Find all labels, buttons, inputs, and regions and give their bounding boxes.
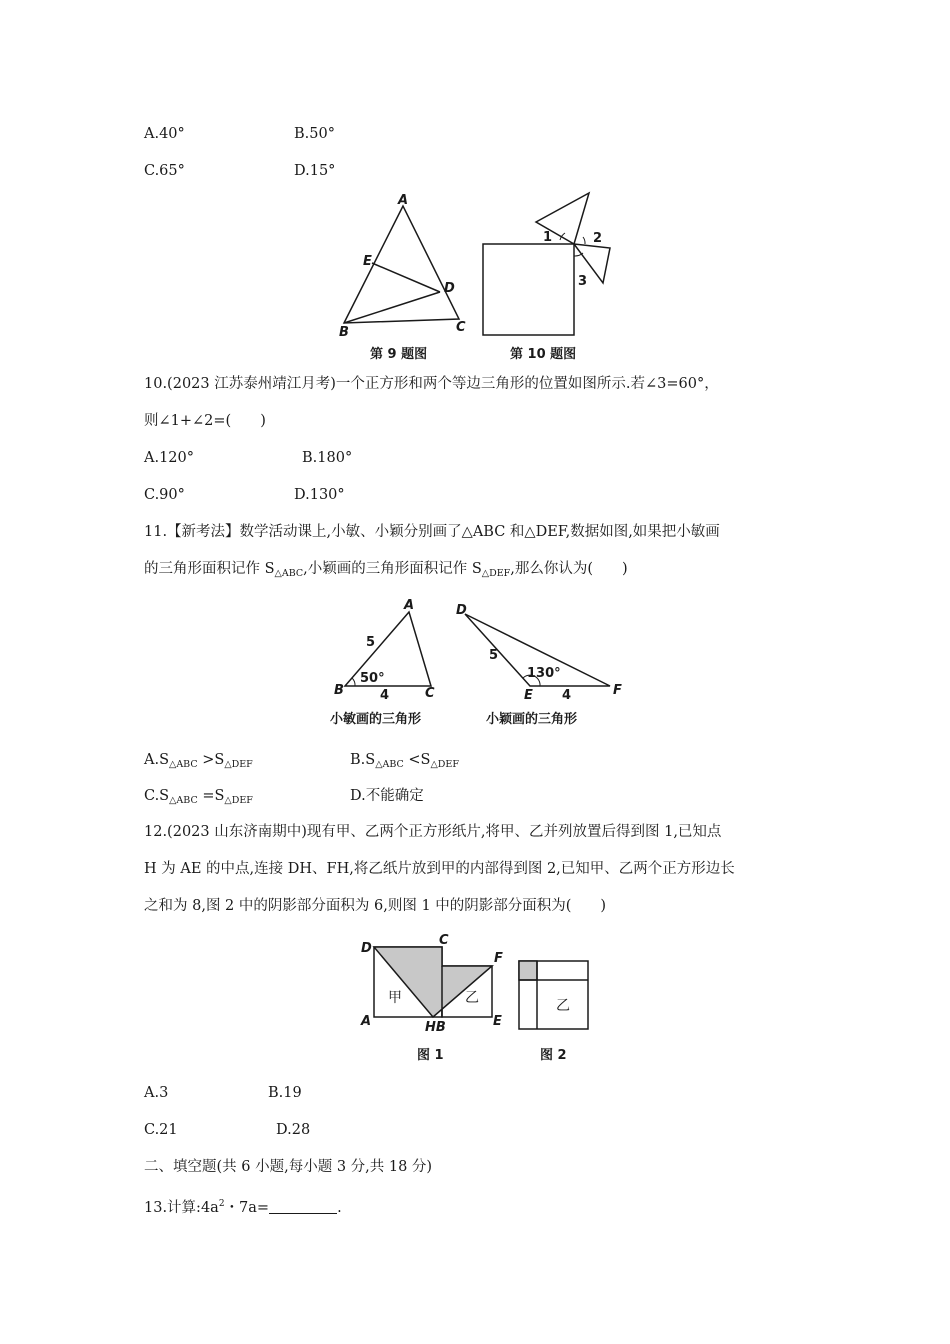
fig9-label-b: B — [339, 325, 349, 340]
fig12-yi-2: 乙 — [556, 998, 570, 1014]
q12-option-c: C.21 — [144, 1122, 178, 1138]
fig11-label-b: B — [334, 683, 344, 698]
fig11-side-bc: 4 — [380, 688, 390, 703]
fig10-caption: 第 10 题图 — [510, 347, 577, 362]
fig11-label-e: E — [524, 688, 533, 703]
q10-stem-line2: 则∠1+∠2=( ) — [144, 413, 266, 429]
q11-line2-b: ,小颖画的三角形面积记作 S — [303, 561, 482, 577]
fig9-label-e: E — [363, 254, 372, 269]
q11-line2-a: 的三角形面积记作 S — [144, 561, 275, 577]
q13-prefix: 13.计算:4a — [144, 1200, 219, 1216]
q10-stem-line1: 10.(2023 江苏泰州靖江月考)一个正方形和两个等边三角形的位置如图所示.若∠3=60°， — [144, 376, 719, 392]
q12-stem-line2: H 为 AE 的中点,连接 DH、FH,将乙纸片放到甲的内部得到图 2,已知甲、乙两个正方形边长 — [144, 861, 735, 877]
fig11-label-f: F — [613, 683, 622, 698]
q9-option-c: C.65° — [144, 163, 185, 179]
q11-c-prefix: C.S — [144, 788, 170, 804]
q13-sup: 2 — [218, 1199, 225, 1209]
q11-c-sub2: △DEF — [224, 795, 253, 806]
figure-12-fig1 — [374, 947, 492, 1017]
q11-b-mid: <S — [403, 752, 431, 768]
fig9-label-a: A — [398, 193, 409, 208]
fig10-angle-1: 1 — [543, 230, 553, 245]
fig9-caption: 第 9 题图 — [370, 347, 428, 362]
fig11-label-c: C — [425, 686, 435, 701]
q11-c-sub1: △ABC — [169, 795, 198, 806]
fig10-angle-3: 3 — [578, 274, 588, 289]
q10-option-a: A.120° — [144, 450, 195, 466]
q9-option-d: D.15° — [294, 163, 336, 179]
fig9-label-d: D — [444, 281, 455, 296]
q11-a-prefix: A.S — [144, 752, 170, 768]
q12-stem-line3: 之和为 8,图 2 中的阴影部分面积为 6,则图 1 中的阴影部分面积为( ) — [144, 898, 607, 914]
fig11-label-a: A — [404, 598, 415, 613]
fig10-angle-2: 2 — [593, 231, 603, 246]
q12-option-a: A.3 — [144, 1085, 169, 1101]
q11-line2-sub2: △DEF — [481, 568, 511, 579]
q10-option-b: B.180° — [302, 450, 353, 466]
fig11-side-ef: 4 — [562, 688, 572, 703]
fig11-label-d: D — [456, 603, 467, 618]
fig12-label-a: A — [361, 1014, 372, 1029]
q11-b-sub2: △DEF — [430, 759, 459, 770]
q10-option-c: C.90° — [144, 487, 185, 503]
q11-c-mid: =S — [197, 788, 225, 804]
q12-option-d: D.28 — [276, 1122, 311, 1138]
fig9-label-c: C — [456, 320, 466, 335]
fig12-jia: 甲 — [388, 990, 402, 1006]
q11-a-mid: >S — [197, 752, 225, 768]
fig12-label-f: F — [494, 951, 503, 966]
shaded-region-fig2 — [519, 961, 537, 980]
fig12-label-hb: HB — [425, 1020, 446, 1035]
q11-b-prefix: B.S — [350, 752, 376, 768]
figure-12-fig2 — [519, 961, 588, 1029]
fig11-side-de: 5 — [489, 648, 499, 663]
q13-mid: ・7a= — [224, 1200, 270, 1216]
q11-b-sub1: △ABC — [375, 759, 404, 770]
fig11-angle-e: 130° — [527, 666, 561, 681]
q12-option-b: B.19 — [268, 1085, 302, 1101]
section-fill-in-heading: 二、填空题(共 6 小题,每小题 3 分,共 18 分) — [144, 1159, 433, 1175]
q13-end: . — [337, 1200, 342, 1216]
q11-option-d: D.不能确定 — [350, 788, 424, 804]
fig12-label-d: D — [361, 941, 372, 956]
q12-stem-line1: 12.(2023 山东济南期中)现有甲、乙两个正方形纸片,将甲、乙并列放置后得到图 1,已知点 — [144, 824, 722, 840]
q13-answer-blank[interactable] — [269, 1199, 337, 1214]
q11-a-sub2: △DEF — [224, 759, 253, 770]
q13-stem — [144, 1194, 342, 1218]
fig12-label-c: C — [439, 933, 449, 948]
q9-option-b: B.50° — [294, 126, 335, 142]
q9-option-a: A.40° — [144, 126, 185, 142]
fig12-yi-1: 乙 — [465, 990, 479, 1006]
q11-line2-c: ,那么你认为( ) — [510, 561, 628, 577]
q11-a-sub1: △ABC — [169, 759, 198, 770]
q11-stem-line1: 11.【新考法】数学活动课上,小敏、小颖分别画了△ABC 和△DEF,数据如图,如果把小敏画 — [144, 524, 720, 540]
fig11-angle-b: 50° — [360, 671, 385, 686]
fig11-caption-left: 小敏画的三角形 — [330, 712, 422, 727]
q10-option-d: D.130° — [294, 487, 345, 503]
fig11-side-ab: 5 — [366, 635, 376, 650]
q11-line2-sub1: △ABC — [274, 568, 304, 579]
fig11-caption-right: 小颖画的三角形 — [486, 712, 578, 727]
fig12-caption-2: 图 2 — [540, 1048, 567, 1063]
fig12-caption-1: 图 1 — [417, 1048, 444, 1063]
fig12-label-e: E — [493, 1014, 502, 1029]
